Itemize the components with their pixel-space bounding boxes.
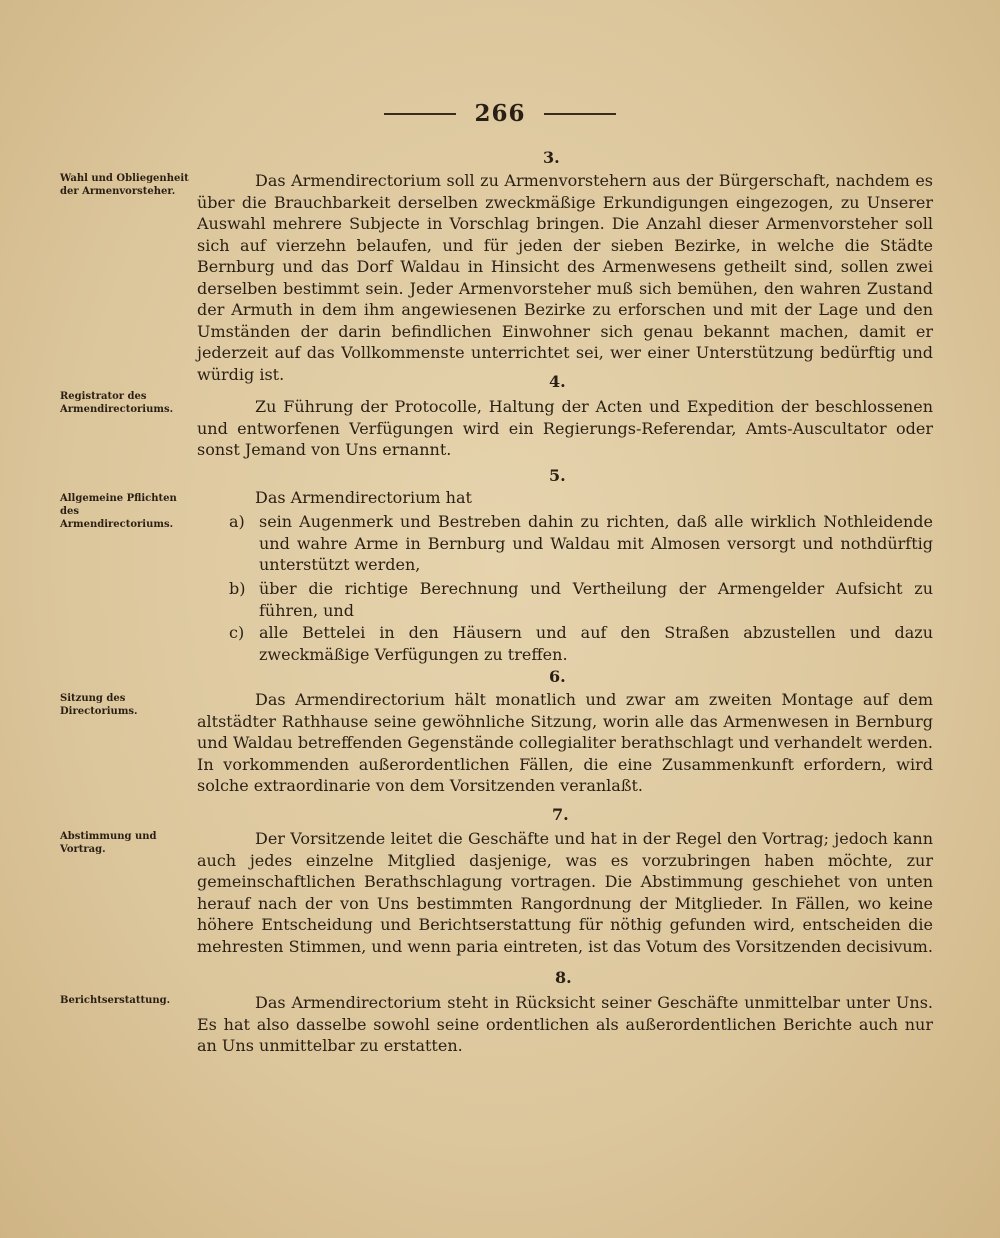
list-text-a: sein Augenmerk und Bestreben dahin zu richten, daß alle wirklich Nothleidende und wahre Arme in Bernburg und Waldau mit Almosen versorgt und nothdürftig unterstützt werden, (259, 512, 933, 574)
margin-note-4: Registrator des Armendirectoriums. (60, 391, 174, 415)
page-header (0, 100, 1000, 127)
list-letter-a: a) (229, 512, 245, 531)
margin-note-3: Wahl und Obliegenheit der Armenvorsteher. (60, 173, 189, 197)
paragraph-4: Zu Führung der Protocolle, Haltung der Acten und Expedition der beschlossenen und entworfenen Verfügungen wird ein Regierungs-Referendar, Amts-Auscultator oder sonst Jemand von Uns ernannt. (197, 397, 933, 459)
paragraph-3: Das Armendirectorium soll zu Armenvorstehern aus der Bürgerschaft, nachdem es über die Brauchbarkeit derselben zweckmäßige Erkundigungen eingezogen, zu Unserer Auswahl mehrere Subjecte in Vorschlag bringen. Die Anzahl dieser Armenvorsteher soll sich auf vierzehn belaufen, und für jeden der sieben Bezirke, in welche die Städte Bernburg und das Dorf Waldau in Hinsicht des Armenwesens getheilt sind, sollen zwei derselben bestimmt sein. Jeder Armenvorsteher muß sich bemühen, den wahren Zustand der Armuth in dem ihm angewiesenen Bezirke zu erforschen und mit der Lage und den Umständen der darin befindlichen Einwohner sich genau bekannt machen, damit er jederzeit auf das Vollkommenste unterrichtet sei, wer einer Unterstützung bedürftig und würdig ist. (197, 171, 933, 384)
section-number-6: 6. (549, 667, 566, 686)
list-item-b (197, 578, 933, 621)
header-rule-left (384, 113, 456, 115)
section-number-7: 7. (552, 805, 569, 824)
paragraph-5-intro: Das Armendirectorium hat (255, 488, 472, 507)
header-rule-right (544, 113, 616, 115)
list-letter-c: c) (229, 623, 245, 642)
section-number-5: 5. (549, 466, 566, 485)
page-number: 266 (474, 100, 526, 127)
list-text-b: über die richtige Berechnung und Vertheilung der Armengelder Aufsicht zu führen, und (259, 579, 933, 620)
section-number-3: 3. (543, 148, 560, 167)
margin-note-6: Sitzung des Directoriums. (60, 693, 138, 717)
paragraph-6: Das Armendirectorium hält monatlich und zwar am zweiten Montage auf dem altstädter Rathhause seine gewöhnliche Sitzung, worin alle das Armenwesen in Bernburg und Waldau betreffenden Gegenstände collegialiter berathschlagt und verhandelt werden. In vorkommenden außerordentlichen Fällen, die eine Zusammenkunft erfordern, wird solche extraordinarie von dem Vorsitzenden veranlaßt. (197, 690, 933, 795)
margin-note-5: Allgemeine Pflichten des Armendirectoriums. (60, 493, 177, 530)
list-text-c: alle Bettelei in den Häusern und auf den Straßen abzustellen und dazu zweckmäßige Verfügungen zu treffen. (259, 623, 933, 664)
paragraph-7: Der Vorsitzende leitet die Geschäfte und hat in der Regel den Vortrag; jedoch kann auch jedes einzelne Mitglied dasjenige, was es vorzubringen haben möchte, zur gemeinschaftlichen Berathschlagung vortragen. Die Abstimmung geschiehet von unten herauf nach der von Uns bestimmten Rangordnung der Mitglieder. In Fällen, wo keine höhere Entscheidung und Berichtserstattung für nöthig gefunden wird, entscheiden die mehresten Stimmen, und wenn paria eintreten, ist das Votum des Vorsitzenden decisivum. (197, 829, 933, 956)
list-item-c (197, 622, 933, 665)
list-letter-b: b) (229, 579, 246, 598)
margin-note-8: Berichtserstattung. (60, 995, 171, 1006)
paragraph-8: Das Armendirectorium steht in Rücksicht seiner Geschäfte unmittelbar unter Uns. Es hat also dasselbe sowohl seine ordentlichen als außerordentlichen Berichte auch nur an Uns unmittelbar zu erstatten. (197, 993, 933, 1055)
list-item-a (197, 511, 933, 576)
section-number-8: 8. (555, 968, 572, 987)
section-number-4: 4. (549, 372, 566, 391)
margin-note-7: Abstimmung und Vortrag. (60, 831, 157, 855)
